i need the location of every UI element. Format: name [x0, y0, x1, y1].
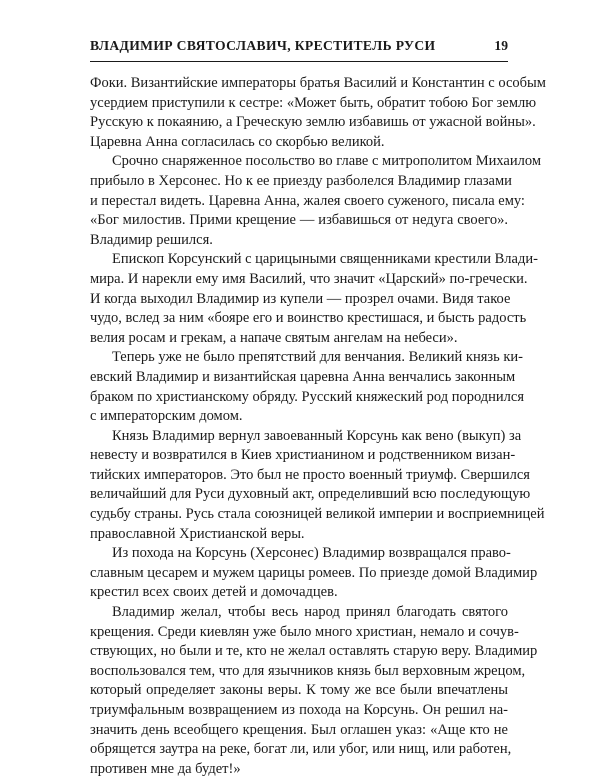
header-rule — [90, 61, 508, 62]
running-head — [90, 38, 508, 60]
text-line: Фоки. Византийские императоры братья Василий и Константин с особым — [90, 75, 546, 91]
text-line: Епископ Корсунский с царицыными священниками крестили Влади- — [112, 251, 538, 268]
text-line: воспользовался тем, что для язычников князь был верховным жрецом, — [90, 662, 526, 679]
paragraph — [90, 427, 545, 545]
paragraph — [90, 250, 538, 348]
text-line: Русскую к покаянию, а Греческую землю избавишь от ужасной войны». — [90, 114, 536, 131]
running-title: ВЛАДИМИР СВЯТОСЛАВИЧ, КРЕСТИТЕЛЬ РУСИ — [90, 38, 436, 53]
text-line: «Бог милостив. Прими крещение — избавишься от недуга своего». — [90, 212, 508, 229]
text-line: православной Христианской веры. — [90, 525, 305, 542]
paragraph — [90, 152, 542, 250]
paragraph — [90, 544, 538, 603]
text-line: велия росам и грекам, а напаче святым ангелам на небеси». — [90, 329, 458, 346]
text-line: тийских императоров. Это был не просто военный триумф. Свершился — [90, 466, 530, 483]
text-line: обрящется заутра на реке, богат ли, или убог, или нищ, или работен, — [90, 741, 512, 758]
page-number: 19 — [494, 38, 508, 53]
text-line: крестил всех своих детей и домочадцев. — [90, 584, 338, 601]
text-line: чудо, вслед за ним «бояре его и воинство крестишася, и бысть радость — [90, 310, 527, 327]
text-line: Владимир решился. — [90, 231, 213, 248]
text-line: Срочно снаряженное посольство во главе с митрополитом Михаилом — [112, 153, 542, 170]
text-line: противен мне да будет!» — [90, 760, 241, 777]
text-line: славным цесарем и мужем царицы ромеев. По приезде домой Владимир — [90, 564, 538, 581]
text-line: невесту и возвратился в Киев христианином и родственником визан- — [90, 447, 516, 464]
paragraph — [90, 348, 525, 426]
paragraph — [90, 74, 546, 152]
text-line: крещения. Среди киевлян уже было много христиан, немало и сочув- — [90, 623, 519, 640]
body-text — [90, 74, 546, 779]
text-line: Князь Владимир вернул завоеванный Корсунь как вено (выкуп) за — [112, 427, 522, 444]
text-line: евский Владимир и византийская царевна Анна венчались законным — [90, 368, 516, 385]
text-line: прибыло в Херсонес. Но к ее приезду разболелся Владимир глазами — [90, 172, 512, 189]
text-line: Из похода на Корсунь (Херсонес) Владимир возвращался право- — [112, 545, 511, 562]
text-line: триумфальным возвращением из похода на Корсунь. Он решил на- — [90, 702, 508, 718]
text-line: ствующих, но были и те, кто не желал оставлять старую веру. Владимир — [90, 643, 538, 660]
text-line: величайший для Руси духовный акт, определивший всю последующую — [90, 486, 531, 503]
text-line: мира. И нарекли ему имя Василий, что значит «Царский» по-гречески. — [90, 270, 528, 287]
text-line: Владимир желал, чтобы весь народ принял благодать святого — [112, 604, 508, 621]
text-line: Царевна Анна согласилась со скорбью великой. — [90, 133, 385, 150]
text-line: и перестал видеть. Царевна Анна, жалея своего суженого, писала ему: — [90, 192, 525, 209]
text-line: с императорским домом. — [90, 408, 243, 425]
paragraph — [90, 603, 538, 779]
text-line: усердием приступили к сестре: «Может быть, обратит тобою Бог землю — [90, 94, 537, 111]
text-line: И когда выходил Владимир из купели — прозрел очами. Видя такое — [90, 290, 511, 307]
text-line: браком по христианскому обряду. Русский княжеский род породнился — [90, 388, 525, 405]
text-line: который определяет законы веры. К тому же все были впечатлены — [90, 682, 508, 699]
text-line: значить день всеобщего крещения. Был оглашен указ: «Аще кто не — [90, 721, 508, 738]
text-line: Теперь уже не было препятствий для венчания. Великий князь ки- — [112, 349, 523, 366]
text-line: судьбу страны. Русь стала союзницей великой империи и восприемницей — [90, 506, 545, 523]
